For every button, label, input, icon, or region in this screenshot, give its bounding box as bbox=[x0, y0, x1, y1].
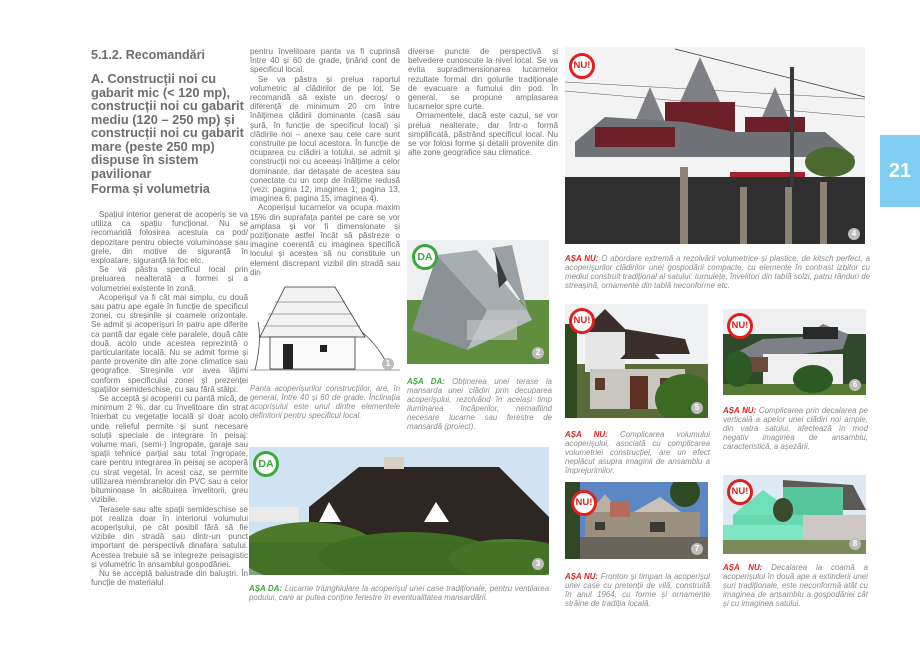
figure-number-badge: 4 bbox=[848, 228, 860, 240]
nu-stamp: NU! bbox=[727, 313, 753, 339]
paragraph: Ornamentele, dacă este cazul, se vor prelua nealterate, dar într-o formă simplificată, păstrând specificul local. Nu se vor folosi forme și detalii provenite din alte zone geografice sau climatice. bbox=[408, 111, 558, 158]
figure-6-photo bbox=[723, 309, 866, 395]
sub-heading: Forma și volumetria bbox=[91, 182, 210, 196]
figure-4-caption bbox=[565, 254, 870, 290]
figure-number-badge: 8 bbox=[849, 538, 861, 550]
figure-8-caption bbox=[723, 563, 868, 608]
asa-da-label: AȘA DA: bbox=[407, 377, 445, 386]
figure-7-caption bbox=[565, 572, 710, 608]
figure-number-badge: 3 bbox=[532, 558, 544, 570]
figure-number-badge: 1 bbox=[382, 358, 394, 370]
figure-number-badge: 5 bbox=[691, 402, 703, 414]
kitsch-house-photo-icon bbox=[565, 47, 865, 244]
asa-nu-label: AȘA NU: bbox=[565, 572, 599, 581]
page-number-tab: 21 bbox=[880, 135, 920, 207]
text-column-2 bbox=[250, 47, 400, 277]
paragraph: pentru învelitoare panta va fi cuprinsă între 40 și 60 de grade, ținând cont de specificul local. bbox=[250, 47, 400, 75]
asa-nu-label: AȘA NU: bbox=[723, 563, 763, 572]
section-heading: 5.1.2. Recomandări bbox=[91, 48, 205, 62]
da-stamp: DA bbox=[253, 451, 279, 477]
figure-3-caption bbox=[249, 584, 549, 602]
figure-6-caption bbox=[723, 406, 868, 451]
paragraph: Acoperișul va fi cât mai simplu, cu două sau patru ape egale în funcție de specificul zonei, cu streșinile și coamele orizontale. Se admit și acoperișuri în patru ape diferite ca pantă dar egale cele paralele, două câte două, acolo unde acestea reprezintă o particularitate locală. Nu se admit forme și pante provenite din alte zone climatice sau geografice. Streșinile vor avea lățimi conform specificului zonei și prezenței spațiilor semideschise, cu sau fără stâlpi. bbox=[91, 292, 248, 394]
asa-nu-label: AȘA NU: bbox=[565, 254, 599, 263]
caption-text: O abordare extremă a rezolvării volumetrice și plastice, de kitsch perfect, a acoperișurilor clădirilor unei gospodării compacte, cu elemente în contrast izbitor cu mediul construit tradițional al satului: turnulețe, învelitori din tablă solzi, patru rânduri de streașină, ornamente din tablă neconforme etc. bbox=[565, 254, 870, 290]
main-heading: A. Construcții noi cu gabarit mic (< 120 mp), construcții noi cu gabarit mediu (120 – 250 mp) și construcții noi cu gabarit mare (peste 250 mp) dispuse în sistem pavilionar bbox=[91, 71, 244, 181]
figure-5-caption bbox=[565, 430, 710, 475]
caption-text: Obținerea unei terase la mansarda unei clădiri prin decuparea acoperișului, rezolvând în același timp iluminarea încăperilor, nemaifiind necesare lucarne sau ferestre de mansardă (proiect). bbox=[407, 377, 552, 431]
traditional-roof-photo-icon bbox=[249, 447, 549, 575]
caption-text: Lucarne triunghiulare la acoperișul unei case tradiționale, pentru ventilarea podului, care ar putea conține ferestre în eventualitatea mansardării. bbox=[249, 584, 549, 602]
paragraph: Acoperișul lucarnelor va ocupa maxim 15% din suprafața pantei pe care se vor amplasa și vor fi dimensionate și poziționate astfel încât să păstreze o imagine coerentă cu imaginea specifică locului și acestea să nu constituie un element discrepant vizibil din stradă sau din bbox=[250, 203, 400, 277]
paragraph: Terasele sau alte spații semideschise se pot realiza doar în interiorul volumului acoperișului, pe cât posibil fără să fie vizibile din stradă sau dintr-un punct important de perspectivă dinafara satului. Acestea trebuie să se integreze peisagistic și volumetric în ansamblul gospodăriei. bbox=[91, 504, 248, 569]
figure-7-photo bbox=[565, 482, 708, 559]
da-stamp: DA bbox=[412, 244, 438, 270]
text-column-1 bbox=[91, 210, 248, 587]
caption-text: Decalarea la coamă a acoperișului în două ape a extinderii unei șuri tradiționale, este neconformă atât cu imaginea de ansamblu a gospodăriei cât și cu imaginea satului. bbox=[723, 563, 868, 608]
caption-text: Fronton și timpan la acoperișul unei case cu pretenții de vilă, construită în anul 1964, cu forme și ornamente străine de tradiția locală. bbox=[565, 572, 710, 608]
caption-text: Panta acoperișurilor construcțiilor, are, în general, între 40 și 60 de grade. Înclinația acoprișului este unul dintre elementele definitorii pentru specificul local. bbox=[250, 384, 400, 420]
paragraph: diverse puncte de perspectivă și belvedere cunoscute la nivel local. Se va evita supradimensionarea lucarnelor rezultate formal din golurile tradiționale de evacuare a fumului din pod. În general, se propune amplasarea lucarnelor spre curte. bbox=[408, 47, 558, 112]
figure-3-photo bbox=[249, 447, 549, 575]
caption-text: Complicarea prin decalarea pe verticală a apelor unei clădiri noi ample, din vatra satului, afectează în mod negativ imaginea de ansamblu, caracteristică, a așezării. bbox=[723, 406, 868, 451]
figure-2-caption bbox=[407, 377, 552, 431]
figure-1-sketch bbox=[250, 282, 400, 374]
nu-stamp: NU! bbox=[569, 53, 595, 79]
paragraph: Se va păstra și prelua raportul volumetric al clădirilor de pe lot. Se recomandă să existe un decroș/ o diferență de minimum 20 cm între înălțimea clădirii dominante (casă sau șură, în funcție de specificul local) și clădirile noi – anexe sau cele care sunt construite pe locul acestora. În funcție de ocuparea cu clădiri a lotului, se admit și construcții noi cu aceeași înălțime a celor dominante, dar detașate de acestea sau conectate cu un corp de înălțime redusă (vezi: pagina 12, imaginea 1; pagina 13, imaginea 6; pagina 15, imaginea 4). bbox=[250, 74, 400, 204]
text-column-3 bbox=[408, 47, 558, 157]
nu-stamp: NU! bbox=[571, 490, 597, 516]
figure-4-photo bbox=[565, 47, 865, 244]
nu-stamp: NU! bbox=[727, 479, 753, 505]
paragraph: Se va păstra specificul local prin preluarea nealterată a formei și a volumetriei existente în zonă. bbox=[91, 265, 248, 293]
figure-number-badge: 7 bbox=[691, 543, 703, 555]
paragraph: Se acceptă și acoperiri cu pantă mică, de minimum 2 %, dar cu învelitoare din strat înierbat cu vegetație locală și doar acolo unde relieful permite și sunt necesare soluții speciale de integrare în peisaj: volume mari, (semi-) îngropate, garaje sau spații tehnice parțial sau total îngropate, care pentru integrarea în peisaj se acoperă cu strat vegetal. În acest caz, se permite utilizarea membranelor din PVC sau a celor bituminoase în alcătuirea învelitorii, greu vizibile. bbox=[91, 394, 248, 505]
figure-2-photo bbox=[407, 240, 549, 364]
asa-da-label: AȘA DA: bbox=[249, 584, 283, 593]
paragraph: Spațiul interior generat de acoperiș se va utiliza ca spațiu funcțional. Nu se recomandă folosirea acestuia ca pod/ depozitare pentru obiecte voluminoase sau grele, din motive de siguranță în exploatare, siguranță la foc etc. bbox=[91, 210, 248, 266]
caption-text: Complicarea volumului acoperișului, asociată cu complicarea volumetriei construcției, are un efect neplăcut asupra imaginii de ansamblu a împrejurimilor. bbox=[565, 430, 710, 475]
asa-nu-label: AȘA NU: bbox=[723, 406, 757, 415]
figure-8-photo bbox=[723, 475, 866, 554]
house-sketch-icon bbox=[250, 282, 400, 374]
figure-1-caption bbox=[250, 384, 400, 420]
nu-stamp: NU! bbox=[569, 308, 595, 334]
paragraph: Nu se acceptă balustrade din baluștri. În funcție de materialul bbox=[91, 568, 248, 588]
asa-nu-label: AȘA NU: bbox=[565, 430, 608, 439]
figure-number-badge: 6 bbox=[849, 379, 861, 391]
figure-5-photo bbox=[565, 304, 708, 418]
figure-number-badge: 2 bbox=[532, 347, 544, 359]
